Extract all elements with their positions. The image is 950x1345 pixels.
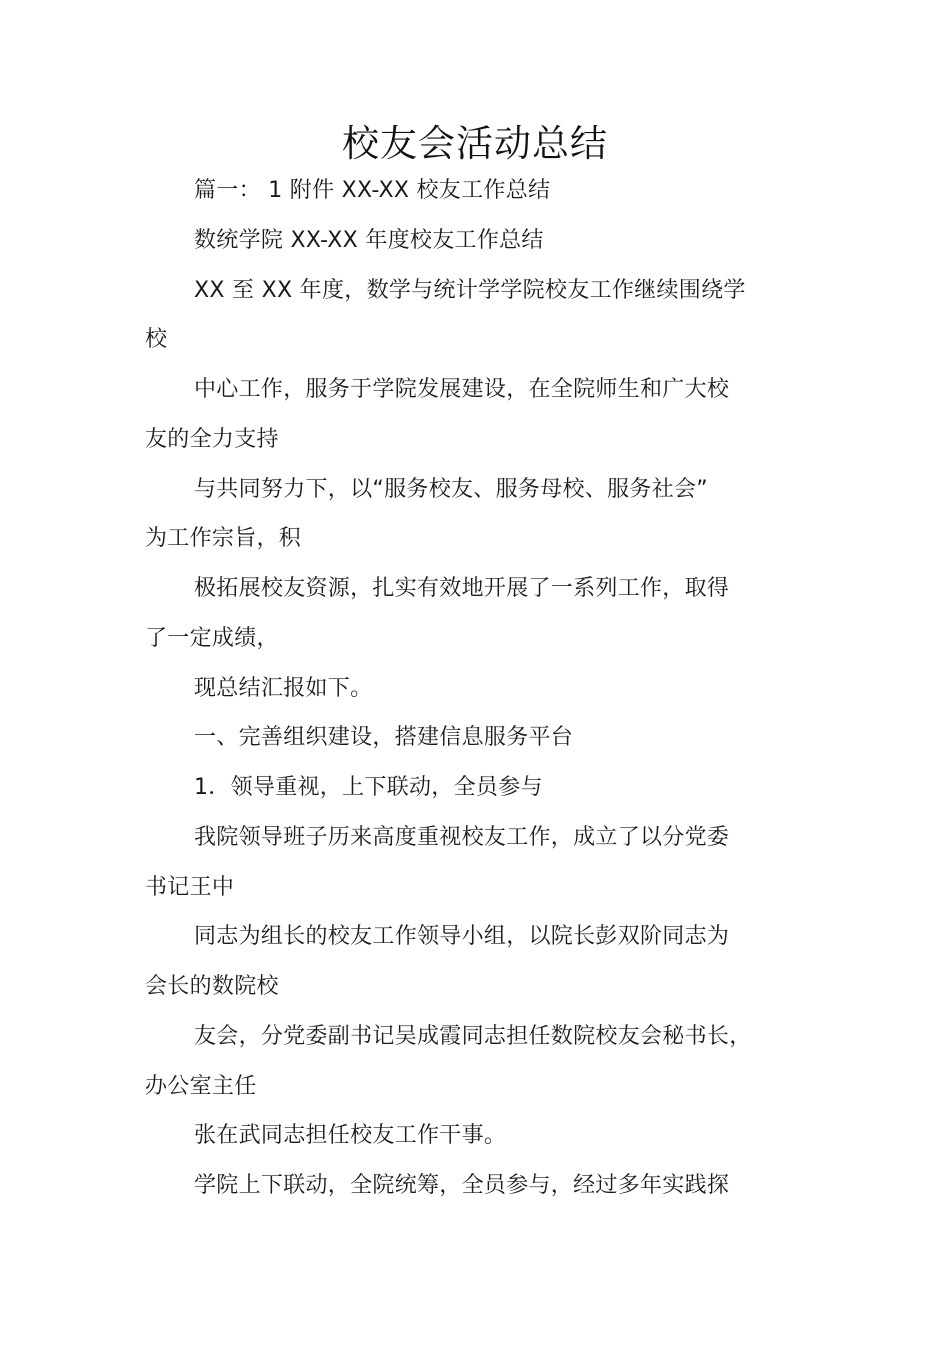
body-line: 办公室主任 xyxy=(145,1073,257,1099)
body-line: 书记王中 xyxy=(145,874,235,900)
body-line: 校 xyxy=(145,327,168,353)
section-heading: 一、完善组织建设，搭建信息服务平台 xyxy=(194,725,574,751)
body-line: 极拓展校友资源，扎实有效地开展了一系列工作，取得 xyxy=(194,576,730,601)
body-line: 数统学院 XX-XX 年度校友工作总结 xyxy=(194,227,544,253)
body-line: 中心工作，服务于学院发展建设，在全院师生和广大校 xyxy=(194,377,730,402)
document-body xyxy=(145,166,760,1211)
body-line: 了一定成绩， xyxy=(145,625,279,651)
body-line: 张在武同志担任校友工作干事。 xyxy=(194,1123,507,1149)
body-line: 会长的数院校 xyxy=(145,974,279,999)
body-line: 友会，分党委副书记吴成霞同志担任数院校友会秘书长， xyxy=(194,1023,752,1049)
body-line: 现总结汇报如下。 xyxy=(194,675,373,701)
document-title: 校友会活动总结 xyxy=(342,122,608,165)
body-line: 与共同努力下，以“服务校友、服务母校、服务社会” xyxy=(194,476,708,502)
body-line: 同志为组长的校友工作领导小组，以院长彭双阶同志为 xyxy=(194,924,730,950)
body-line: 我院领导班子历来高度重视校友工作，成立了以分党委 xyxy=(194,824,730,850)
body-line: 学院上下联动，全院统筹，全员参与，经过多年实践探 xyxy=(194,1173,730,1198)
body-line: 篇一： 1 附件 XX-XX 校友工作总结 xyxy=(194,178,551,203)
body-line: 为工作宗旨，积 xyxy=(145,526,302,552)
subsection-heading: 1．领导重视，上下联动，全员参与 xyxy=(194,775,543,800)
body-line: 友的全力支持 xyxy=(145,426,279,452)
body-line: XX 至 XX 年度，数学与统计学学院校友工作继续围绕学 xyxy=(194,277,746,303)
